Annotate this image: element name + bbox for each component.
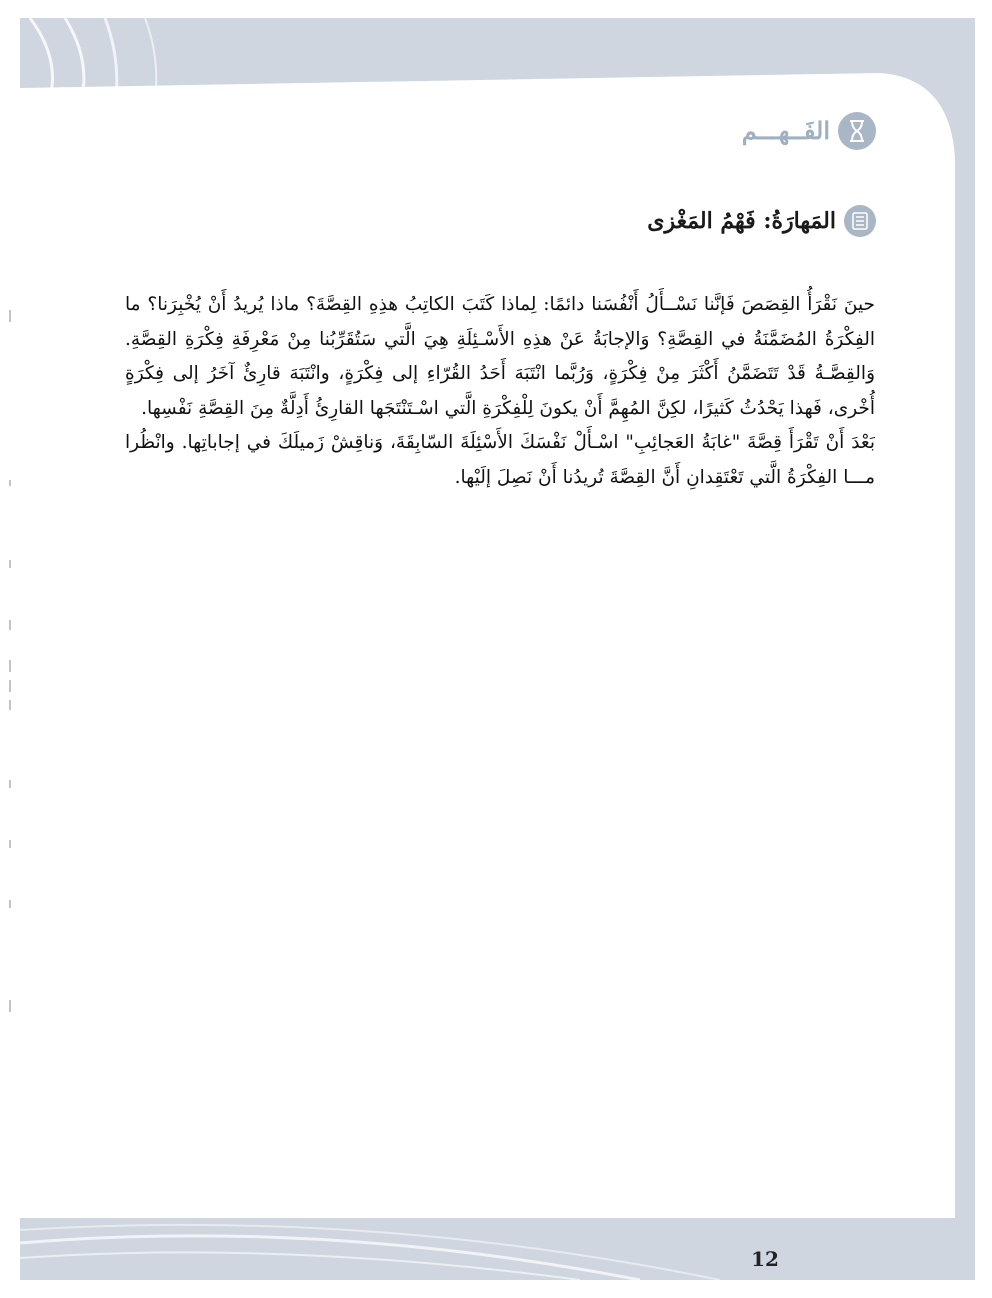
body-text	[125, 288, 875, 495]
paragraph-2: بَعْدَ أَنْ تَقْرَأَ قِصَّةَ "غابَةُ العَجائِبِ" اسْـأَلْ نَفْسَكَ الأَسْئِلَةَ السّابِقَةَ، وَناقِشْ زَميلَكَ في إجاباتِها. وانْظُرا مـــا الفِكْرَةُ الَّتي تَعْتَقِدانِ أَنَّ القِصَّةَ تُريدُنا أَنْ نَصِلَ إلَيْها.	[125, 432, 875, 488]
page-number: 12	[751, 1247, 779, 1271]
skill-badge	[844, 205, 876, 237]
hourglass-icon	[848, 120, 866, 142]
scan-edge-marks	[6, 300, 14, 1020]
paragraph-1: حينَ نَقْرَأُ القِصَصَ فَإنَّنا نَسْــأَلُ أَنْفُسَنا دائمًا: لِماذا كَتَبَ الكاتِبُ هذِهِ القِصَّةَ؟ ماذا يُريدُ أَنْ يُخْبِرَنا؟ ما الفِكْرَةُ المُضَمَّنَةُ في القِصَّةِ؟ وَالإجابَةُ عَنْ هذِهِ الأَسْـئِلَةِ هِيَ الَّتي سَتُقَرِّبُنا مِنْ مَعْرِفَةِ فِكْرَةِ القِصَّةِ. وَالقِصَّـةُ قَدْ تَتَضَمَّنُ أَكْثَرَ مِنْ فِكْرَةٍ، وَرُبَّما انْتَبَهَ أَحَدُ القُرّاءِ إلى فِكْرَةٍ، وانْتَبَهَ قارِئٌ آخَرُ إلى فِكْرَةٍ أُخْرى، فَهذا يَحْدُثُ كَثيرًا، لكِنَّ المُهِمَّ أَنْ يكونَ لِلْفِكْرَةِ الَّتي اسْـتَنْتَجَها القارِئُ أَدِلَّةٌ مِنَ القِصَّةِ نَفْسِها.	[125, 294, 875, 419]
section-badge	[838, 112, 876, 150]
list-icon	[852, 212, 868, 230]
section-title: الفَــهـــم	[741, 116, 830, 145]
skill-title: المَهارَةُ: فَهْمُ المَغْزى	[647, 208, 836, 234]
